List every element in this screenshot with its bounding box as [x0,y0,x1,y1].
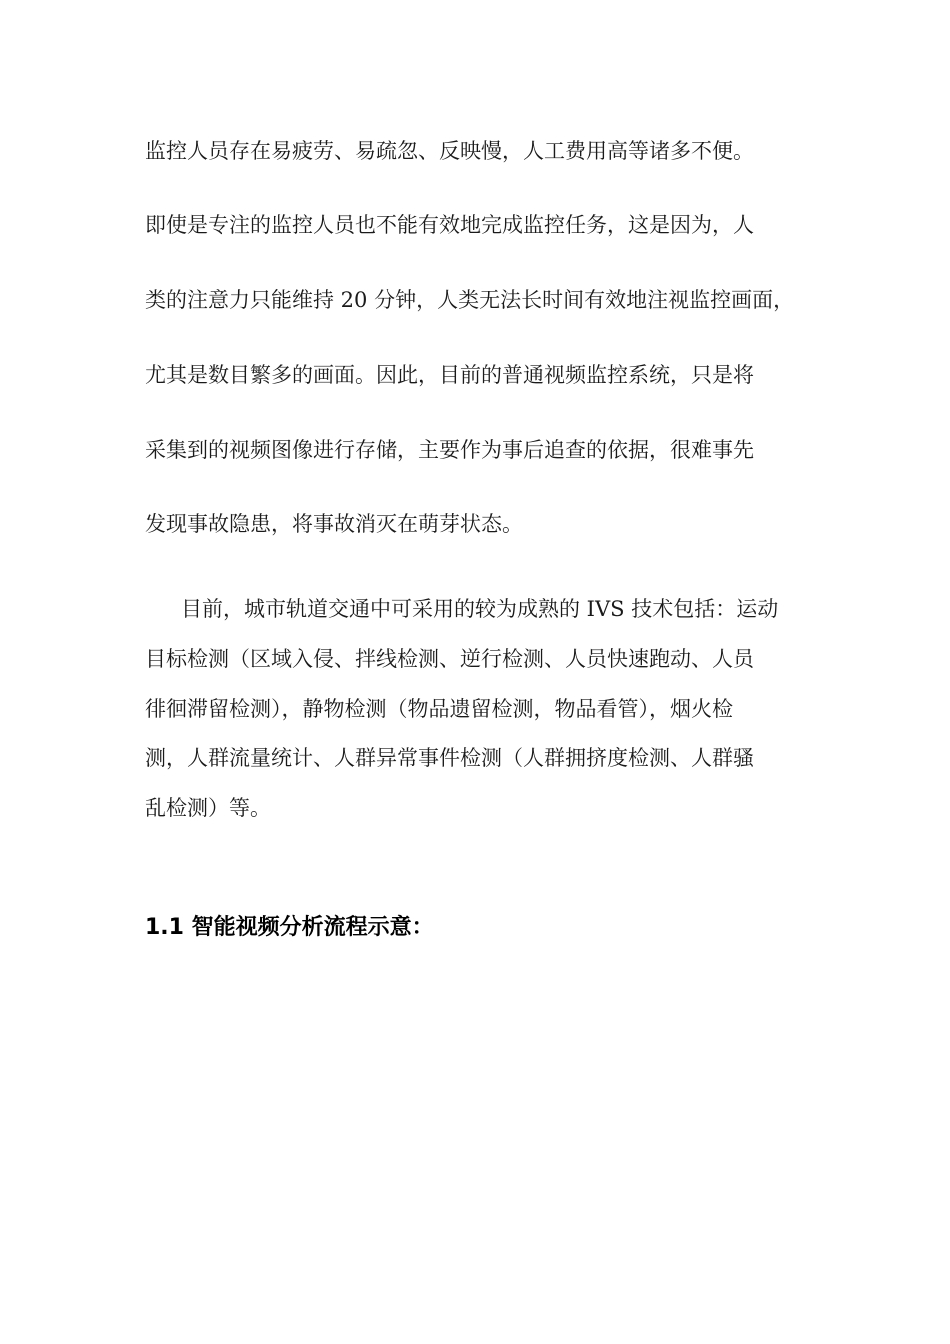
paragraph-line: 徘徊滞留检测），静物检测（物品遗留检测，物品看管），烟火检 [145,697,733,721]
paragraph-line: 类的注意力只能维持 20 分钟，人类无法长时间有效地注视监控画面， [145,288,795,312]
paragraph-line: 即使是专注的监控人员也不能有效地完成监控任务，这是因为，人 [145,213,754,237]
paragraph-line: 采集到的视频图像进行存储，主要作为事后追查的依据，很难事先 [145,438,754,462]
paragraph-line: 发现事故隐患，将事故消灭在萌芽状态。 [145,512,523,536]
paragraph-line: 监控人员存在易疲劳、易疏忽、反映慢，人工费用高等诸多不便。 [145,139,754,163]
section-heading: 1.1 智能视频分析流程示意： [145,915,434,940]
paragraph-line: 目标检测（区域入侵、拌线检测、逆行检测、人员快速跑动、人员 [145,647,754,671]
paragraph-line: 尤其是数目繁多的画面。因此，目前的普通视频监控系统，只是将 [145,363,754,387]
paragraph-line: 测，人群流量统计、人群异常事件检测（人群拥挤度检测、人群骚 [145,746,754,770]
paragraph-line: 乱检测）等。 [145,796,271,820]
paragraph-line: 目前，城市轨道交通中可采用的较为成熟的 IVS 技术包括：运动 [181,597,779,621]
